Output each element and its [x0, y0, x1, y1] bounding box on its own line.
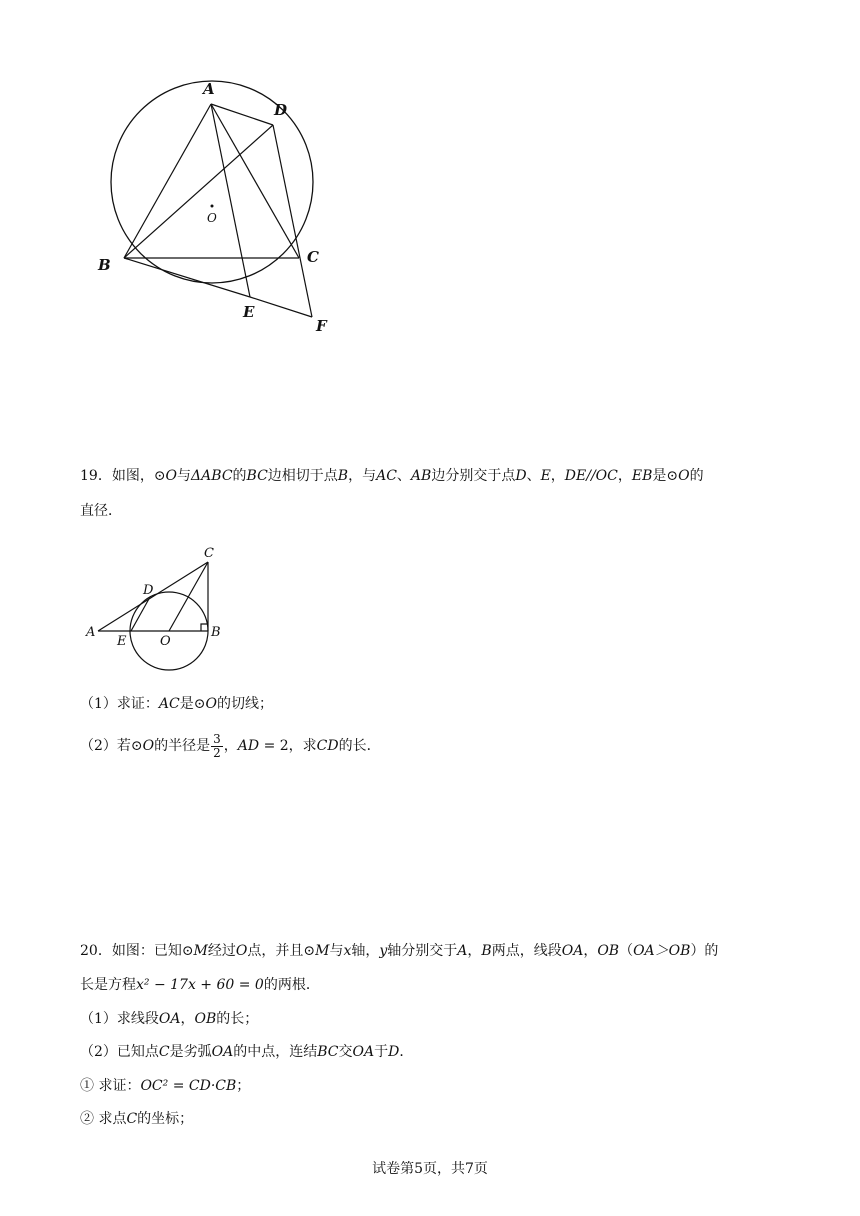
- q19-label-d: D: [143, 583, 154, 598]
- q19-label-a: A: [86, 625, 96, 640]
- q20-sub1: ① 求证：OC² = CD·CB；: [80, 1078, 251, 1094]
- label-a: A: [203, 80, 215, 98]
- label-c: C: [307, 248, 319, 266]
- q19-part2: （2）若⊙O的半径是 $\frac{3}{2}$ ，AD = 2，求CD的长．: [80, 731, 381, 760]
- q20-part2: （2）已知点C是劣弧OA的中点，连结BC交OA于D．: [80, 1044, 414, 1060]
- q19-label-o: O: [160, 634, 171, 649]
- label-b: B: [98, 256, 111, 274]
- q19-part1: （1）求证：AC是⊙O的切线；: [80, 696, 273, 712]
- q20-sub2: ② 求点C的坐标；: [80, 1111, 194, 1127]
- q19-label-c: C: [204, 546, 214, 561]
- q19-label-e: E: [117, 634, 127, 649]
- label-e: E: [243, 303, 255, 321]
- figure-circle-triangle: [90, 70, 360, 345]
- label-f: F: [316, 317, 327, 335]
- fraction-three-halves: $\frac{3}{2}$: [213, 731, 221, 760]
- figure-q19: [80, 540, 230, 675]
- q20-line2: 长是方程x² − 17x + 60 = 0的两根．: [80, 977, 320, 993]
- q19-line2: 直径．: [80, 503, 122, 519]
- q19-line1: 19．如图，⊙O与ΔABC的BC边相切于点B，与AC、AB边分别交于点D、E，DE//OC，EB是⊙O的: [80, 468, 704, 484]
- q20-line1: 20．如图：已知⊙M经过O点，并且⊙M与x轴，y轴分别交于A，B两点，线段OA，OB（OA＞OB）的: [80, 943, 719, 959]
- q20-part1: （1）求线段OA，OB的长；: [80, 1011, 259, 1027]
- page-footer: 试卷第5页，共7页: [372, 1161, 488, 1177]
- q19-label-b: B: [211, 625, 221, 640]
- label-d: D: [274, 101, 288, 119]
- label-o: O: [207, 211, 217, 225]
